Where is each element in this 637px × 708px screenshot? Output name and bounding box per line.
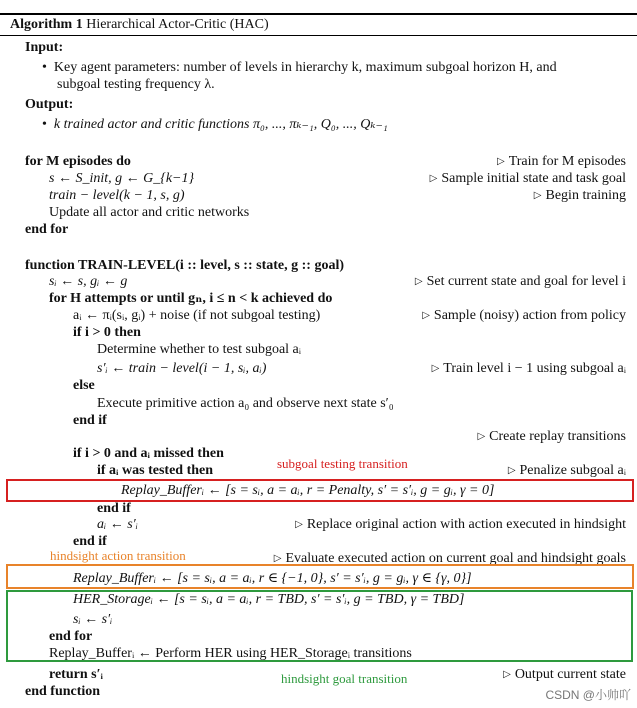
- fn-l5: Determine whether to test subgoal aᵢ: [97, 342, 302, 357]
- title-rule: [0, 35, 637, 36]
- fn-l8: Execute primitive action a₀ and observe next state s′₀: [97, 396, 394, 411]
- fn-l23: end function: [25, 684, 101, 699]
- fn-l1: sᵢ ← s, gᵢ ← g: [49, 274, 128, 289]
- algorithm-number: Algorithm 1: [10, 17, 83, 32]
- fn-l12: if aᵢ was tested then: [97, 463, 214, 478]
- top-rule: [0, 13, 637, 15]
- main-train: train − level(k − 1, s, g): [49, 188, 185, 203]
- fn-c12: ▷ Penalize subgoal aᵢ: [507, 463, 626, 478]
- main-init: s ← S_init, g ← G_{k−1}: [49, 171, 195, 186]
- hindsight-goal-box: [6, 590, 633, 662]
- hindsight-action-box: [6, 564, 634, 589]
- fn-c15: ▷ Replace original action with action executed in hindsight: [295, 517, 626, 532]
- fn-l11: if i > 0 and aᵢ missed then: [73, 446, 224, 461]
- fn-l2: for H attempts or until gₙ, i ≤ n < k achieved do: [49, 291, 333, 306]
- algorithm-name: Hierarchical Actor-Critic (HAC): [86, 17, 269, 32]
- input-bullet-2: subgoal testing frequency λ.: [57, 77, 215, 92]
- fn-l4: if i > 0 then: [73, 325, 141, 340]
- fn-l13: Replay_Bufferᵢ ← [s = sᵢ, a = aᵢ, r = Penalty, s′ = s′ᵢ, g = gᵢ, γ = 0]: [121, 483, 495, 498]
- main-endfor: end for: [25, 222, 69, 237]
- fn-c3: ▷ Sample (noisy) action from policy: [422, 308, 626, 323]
- output-heading: Output:: [25, 97, 74, 112]
- fn-l18: HER_Storageᵢ ← [s = sᵢ, a = aᵢ, r = TBD, s′ = s′ᵢ, g = TBD, γ = TBD]: [73, 592, 465, 607]
- main-for: for M episodes do: [25, 154, 131, 169]
- fn-l17: Replay_Bufferᵢ ← [s = sᵢ, a = aᵢ, r ∈ {−1, 0}, s′ = s′ᵢ, g = gᵢ, γ ∈ {γ, 0}]: [73, 571, 472, 586]
- fn-l3: aᵢ ← πᵢ(sᵢ, gᵢ) + noise (if not subgoal testing): [73, 308, 321, 323]
- fn-l16: end if: [73, 534, 107, 549]
- function-header: function TRAIN-LEVEL(i :: level, s :: state, g :: goal): [25, 258, 344, 273]
- fn-l9: end if: [73, 413, 107, 428]
- hindsight-action-label: hindsight action transition: [50, 548, 186, 563]
- hindsight-goal-label: hindsight goal transition: [281, 671, 408, 686]
- comment-sample-init: ▷ Sample initial state and task goal: [429, 171, 626, 186]
- fn-l6: s′ᵢ ← train − level(i − 1, sᵢ, aᵢ): [97, 361, 267, 376]
- fn-l21: Replay_Bufferᵢ ← Perform HER using HER_Storageᵢ transitions: [49, 646, 412, 661]
- fn-l14: end if: [97, 501, 131, 516]
- comment-begin: ▷ Begin training: [533, 188, 626, 203]
- fn-c22: ▷ Output current state: [503, 667, 626, 682]
- algorithm-title: [10, 16, 269, 33]
- main-update: Update all actor and critic networks: [49, 205, 250, 220]
- fn-c10: ▷ Create replay transitions: [477, 429, 626, 444]
- comment-train-m: ▷ Train for M episodes: [496, 154, 626, 169]
- input-bullet-1: • Key agent parameters: number of levels in hierarchy k, maximum subgoal horizon H, and: [42, 60, 557, 75]
- fn-l20: end for: [49, 629, 93, 644]
- subgoal-testing-box: [6, 479, 634, 502]
- fn-c16: ▷ Evaluate executed action on current goal and hindsight goals: [273, 551, 626, 566]
- output-bullet: • k trained actor and critic functions π₀, ..., πₖ₋₁, Q₀, ..., Qₖ₋₁: [42, 117, 388, 132]
- fn-c1: ▷ Set current state and goal for level i: [414, 274, 626, 289]
- watermark: CSDN @小帅吖: [545, 688, 631, 702]
- fn-l15: aᵢ ← s′ᵢ: [97, 517, 138, 532]
- input-heading: Input:: [25, 40, 64, 55]
- subgoal-testing-label: subgoal testing transition: [277, 456, 408, 471]
- fn-l7: else: [73, 378, 95, 393]
- fn-l22: return s′ᵢ: [49, 667, 103, 682]
- fn-l19: sᵢ ← s′ᵢ: [73, 612, 113, 627]
- fn-c6: ▷ Train level i − 1 using subgoal aᵢ: [431, 361, 626, 376]
